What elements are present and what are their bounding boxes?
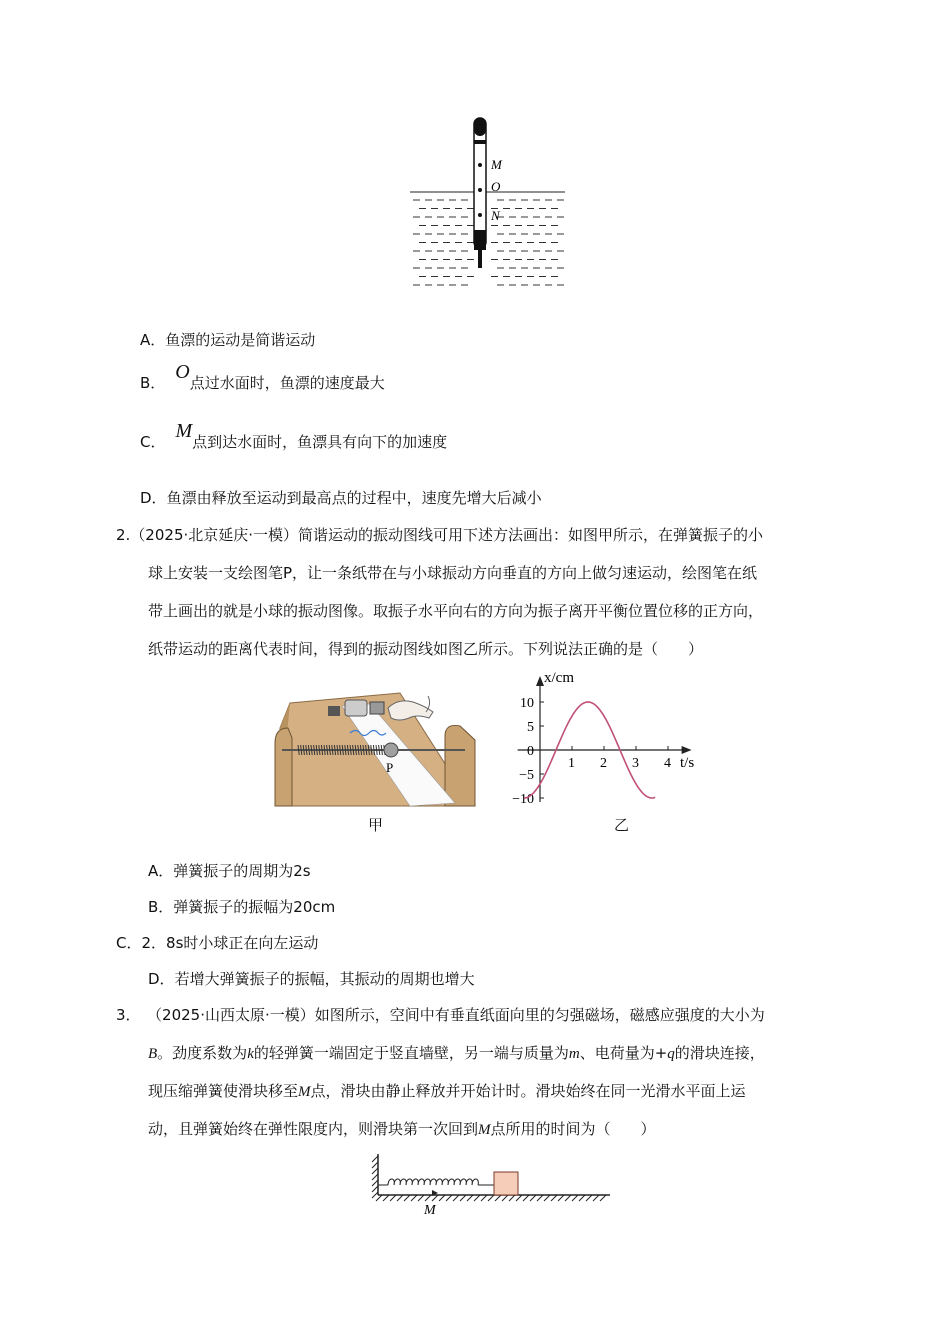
y-tick-label: −5 — [519, 768, 534, 783]
q2-stem-line-3: 带上画出的就是小球的振动图像。取振子水平向右的方向为振子离开平衡位置位移的正方向， — [148, 602, 764, 620]
q2-stem-line-4: 纸带运动的距离代表时间，得到的振动图线如图乙所示。下列说法正确的是（ ） — [148, 640, 704, 658]
q1-option-d: D．鱼漂由释放至运动到最高点的过程中，速度先增大后减小 — [140, 489, 542, 507]
y-axis-label: x/cm — [544, 670, 574, 686]
q2-stem-line-2: 球上安装一支绘图笔P，让一条纸带在与小球振动方向垂直的方向上做匀速运动，绘图笔在纸 — [148, 564, 758, 582]
x-tick-label: 1 — [568, 756, 575, 771]
q2-option-b: B．弹簧振子的振幅为20cm — [148, 898, 336, 916]
q3-stem-line-3: 现压缩弹簧使滑块移至M点，滑块由静止释放并开始计时。滑块始终在同一光滑水平面上运 — [148, 1082, 746, 1100]
q3-stem-line-2: B。劲度系数为k的轻弹簧一端固定于竖直墙壁，另一端与质量为m、电荷量为+q的滑块连接， — [148, 1044, 765, 1062]
q1-option-b: B． O点过水面时，鱼漂的速度最大 — [140, 361, 385, 392]
q2-stem-line-1: 2.（2025·北京延庆·一模）简谐运动的振动图线可用下述方法画出：如图甲所示，在弹簧振子的小 — [116, 526, 764, 544]
fig-jia-caption: 甲 — [368, 816, 384, 834]
point-m-dot — [478, 163, 482, 167]
point-o-dot — [478, 188, 482, 192]
pen-label-p: P — [386, 760, 394, 775]
x-tick-label: 3 — [632, 756, 639, 771]
x-axis-label: t/s — [680, 755, 695, 771]
q2-option-c: C．2．8s时小球正在向左运动 — [116, 934, 319, 952]
point-n-dot — [478, 213, 482, 217]
q3-spring-block-figure — [370, 1150, 620, 1220]
label-o: O — [491, 179, 501, 194]
water-lines — [413, 200, 564, 285]
q1-option-a: A．鱼漂的运动是简谐运动 — [140, 331, 316, 349]
x-tick-label: 2 — [600, 756, 607, 771]
y-tick-label: 10 — [520, 696, 534, 711]
y-tick-label: 5 — [527, 720, 534, 735]
fig-yi-caption: 乙 — [614, 816, 630, 834]
q2-option-a: A．弹簧振子的周期为2s — [148, 862, 311, 880]
fishing-float-figure — [405, 112, 575, 297]
label-m: M — [491, 157, 502, 172]
y-tick-label: 0 — [527, 744, 534, 759]
y-tick-label: −10 — [512, 792, 534, 807]
q2-option-d: D．若增大弹簧振子的振幅，其振动的周期也增大 — [148, 970, 475, 988]
label-m: M — [424, 1203, 436, 1218]
q3-stem-line-4: 动，且弹簧始终在弹性限度内，则滑块第一次回到M点所用的时间为（ ） — [148, 1120, 656, 1138]
label-n: N — [491, 208, 500, 223]
fig-jia-apparatus — [270, 688, 500, 838]
x-tick-label: 4 — [664, 756, 671, 771]
slider-block — [494, 1172, 518, 1195]
float-body — [474, 118, 486, 248]
q3-stem-line-1: 3． （2025·山西太原·一模）如图所示，空间中有垂直纸面向里的匀强磁场，磁感应强度的大小为 — [116, 1006, 765, 1024]
fig-yi-chart — [500, 665, 730, 815]
q1-option-c: C． M点到达水面时，鱼漂具有向下的加速度 — [140, 420, 448, 451]
